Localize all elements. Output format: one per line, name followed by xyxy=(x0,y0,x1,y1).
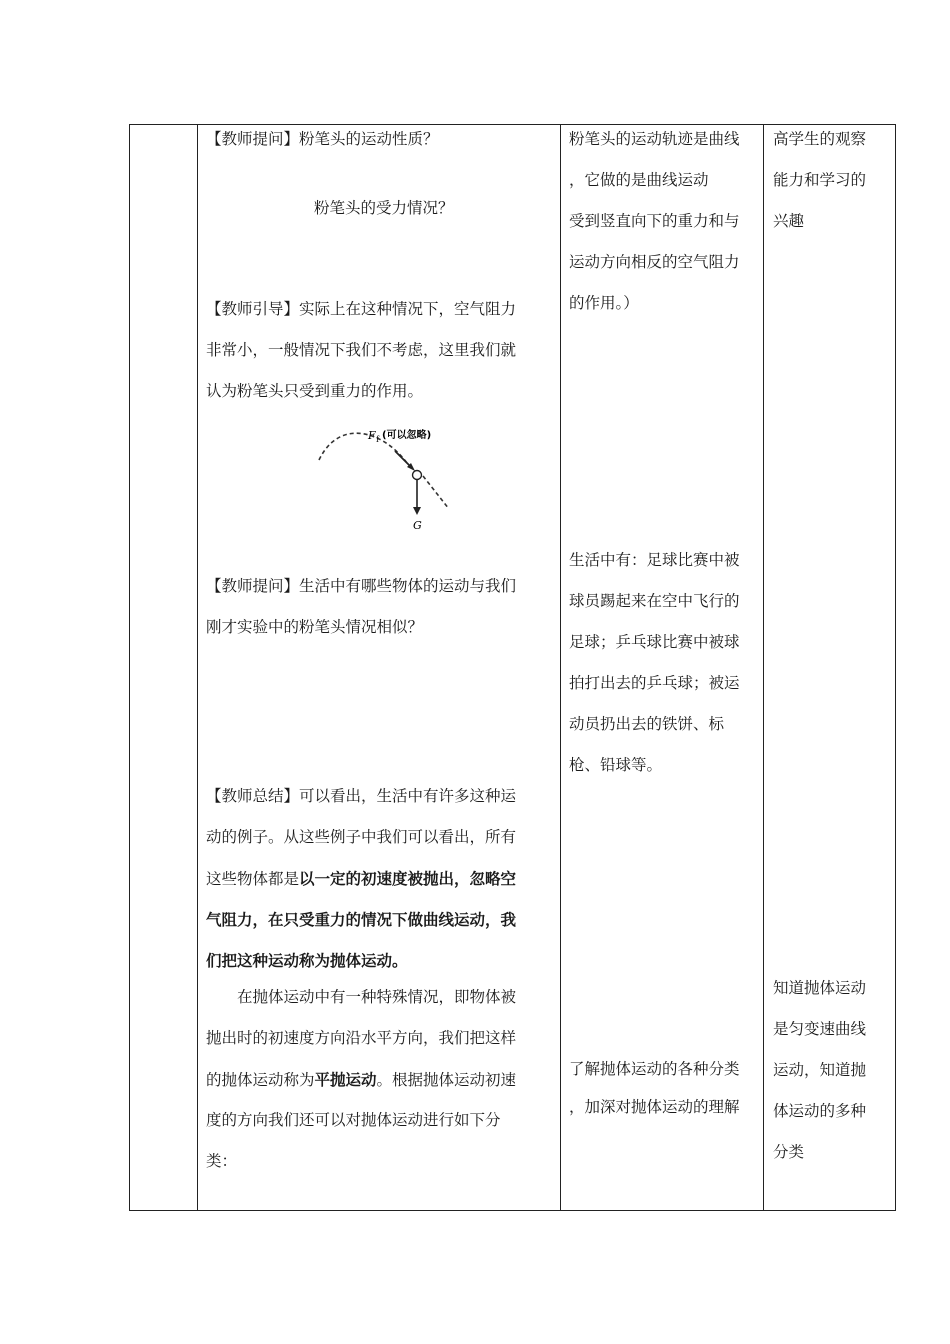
summary-line-4: 气阻力，在只受重力的情况下做曲线运动，我 xyxy=(206,910,517,929)
paragraph-line-2: 抛出时的初速度方向沿水平方向，我们把这样 xyxy=(206,1029,517,1047)
question-text: 生活中有哪些物体的运动与我们 xyxy=(299,577,517,595)
label-teacher-summary: 【教师总结】 xyxy=(206,787,300,805)
answer-2-line-6: 枪、铅球等。 xyxy=(569,756,663,774)
answer-1-line-3: 受到竖直向下的重力和与 xyxy=(569,212,740,230)
goal-1-line-3: 兴趣 xyxy=(773,212,805,230)
guide-text: 实际上在这种情况下，空气阻力 xyxy=(299,300,517,318)
answer-1-line-5: 的作用。） xyxy=(569,294,639,312)
label-teacher-question: 【教师提问】 xyxy=(206,577,300,595)
paragraph-text: 。根据抛体运动初速 xyxy=(376,1071,517,1089)
table-cell-student-activity xyxy=(561,125,763,1210)
guide-line-2: 非常小，一般情况下我们不考虑，这里我们就 xyxy=(206,341,517,359)
goal-2-line-1: 知道抛体运动 xyxy=(773,979,867,997)
answer-2-line-3: 足球；乒乓球比赛中被球 xyxy=(569,633,740,651)
goal-2-line-3: 运动，知道抛 xyxy=(773,1061,867,1079)
summary-text: 可以看出，生活中有许多这种运 xyxy=(299,787,517,805)
answer-3-line-1: 了解抛体运动的各种分类 xyxy=(569,1060,740,1078)
table-cell-teacher-activity xyxy=(198,125,560,1210)
g-label: G xyxy=(413,519,422,532)
answer-1-line-4: 运动方向相反的空气阻力 xyxy=(569,253,740,271)
lesson-table xyxy=(129,124,896,1211)
answer-2-line-4: 拍打出去的乒乓球；被运 xyxy=(569,674,740,692)
f-subscript: f xyxy=(376,435,379,444)
trajectory-force-diagram xyxy=(313,423,453,535)
f-label: F xyxy=(368,429,376,442)
guide-line-1 xyxy=(206,289,516,330)
paragraph-line-3 xyxy=(206,1059,516,1101)
goal-1-line-2: 能力和学习的 xyxy=(773,171,867,189)
goal-1-line-1: 高学生的观察 xyxy=(773,130,867,148)
answer-2-line-5: 动员扔出去的铁饼、标 xyxy=(569,715,725,733)
goal-2-line-4: 体运动的多种 xyxy=(773,1102,867,1120)
term-flat-throw: 平抛运动 xyxy=(314,1070,377,1089)
summary-line-5: 们把这种运动称为抛体运动。 xyxy=(206,951,408,970)
summary-line-3 xyxy=(206,858,516,900)
paragraph-text: 的抛体运动称为 xyxy=(206,1071,315,1089)
question-1-sub: 粉笔头的受力情况？ xyxy=(314,199,454,217)
answer-1-line-1: 粉笔头的运动轨迹是曲线 xyxy=(569,130,740,148)
answer-2-line-2: 球员踢起来在空中飞行的 xyxy=(569,592,740,610)
paragraph-line-1: 在抛体运动中有一种特殊情况，即物体被 xyxy=(237,988,517,1006)
summary-line-1 xyxy=(206,776,516,817)
paragraph-line-5: 类： xyxy=(206,1152,238,1170)
question-1 xyxy=(206,119,439,160)
answer-3-line-2: ，加深对抛体运动的理解 xyxy=(569,1098,740,1116)
question-2-line-1 xyxy=(206,566,516,607)
goal-2-line-5: 分类 xyxy=(773,1143,805,1161)
answer-2-line-1: 生活中有：足球比赛中被 xyxy=(569,551,740,569)
answer-1-line-2: ，它做的是曲线运动 xyxy=(569,171,709,189)
trajectory-tail xyxy=(423,476,449,509)
table-cell-col1 xyxy=(130,125,197,1210)
paragraph-line-4: 度的方向我们还可以对抛体运动进行如下分 xyxy=(206,1111,501,1129)
table-cell-design-intent xyxy=(764,125,896,1210)
question-text: 粉笔头的运动性质？ xyxy=(299,130,439,148)
label-teacher-guide: 【教师引导】 xyxy=(206,300,300,318)
goal-2-line-2: 是匀变速曲线 xyxy=(773,1020,867,1038)
question-2-line-2: 刚才实验中的粉笔头情况相似？ xyxy=(206,618,424,636)
label-teacher-question: 【教师提问】 xyxy=(206,130,300,148)
gravity-arrowhead xyxy=(413,507,421,515)
guide-line-3: 认为粉笔头只受到重力的作用。 xyxy=(206,382,424,400)
summary-bold-text: 以一定的初速度被抛出，忽略空 xyxy=(299,869,517,888)
f-note: (可以忽略) xyxy=(382,430,432,441)
chalk-object xyxy=(413,471,422,480)
summary-line-2: 动的例子。从这些例子中我们可以看出，所有 xyxy=(206,828,517,846)
summary-text: 这些物体都是 xyxy=(206,870,300,888)
